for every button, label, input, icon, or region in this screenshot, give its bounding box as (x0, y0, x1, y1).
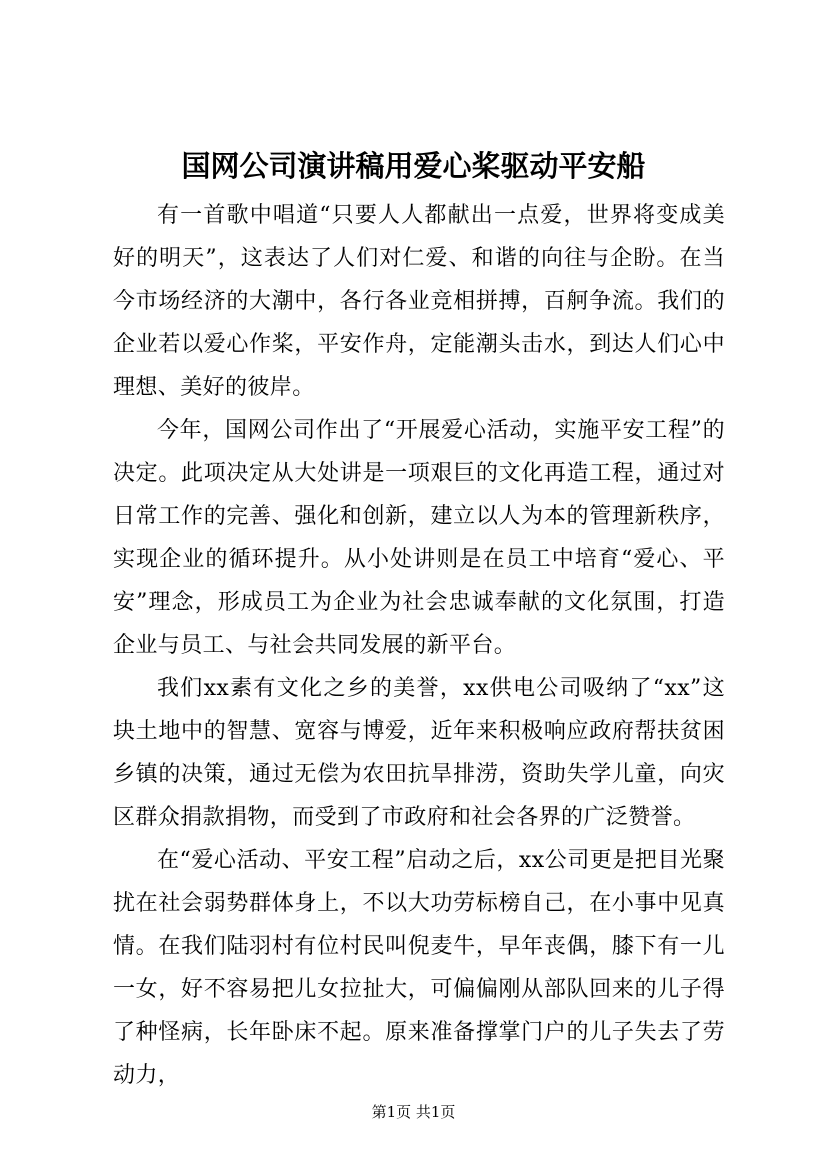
paragraph-1: 有一首歌中唱道“只要人人都献出一点爱，世界将变成美好的明天”，这表达了人们对仁爱、和谐的向往与企盼。在当今市场经济的大潮中，各行各业竞相拼搏，百舸争流。我们的企业若以爱心作桨，平安作舟，定能潮头击水，到达人们心中理想、美好的彼岸。 (113, 203, 725, 400)
page-footer: 第1页 共1页 (371, 1103, 456, 1121)
paragraph-2: 今年，国网公司作出了“开展爱心活动，实施平安工程”的决定。此项决定从大处讲是一项艰巨的文化再造工程，通过对日常工作的完善、强化和创新，建立以人为本的管理新秩序，实现企业的循环提升。从小处讲则是在员工中培育“爱心、平安”理念，形成员工为企业为社会忠诚奉献的文化氛围，打造企业与员工、与社会共同发展的新平台。 (113, 418, 725, 658)
document-title: 国网公司演讲稿用爱心桨驱动平安船 (181, 149, 646, 183)
paragraph-4: 在“爱心活动、平安工程”启动之后，xx公司更是把目光聚扰在社会弱势群体身上，不以大功劳标榜自己，在小事中见真情。在我们陆羽村有位村民叫倪麦牛，早年丧偶，膝下有一儿一女，好不容易把儿女拉扯大，可偏偏刚从部队回来的儿子得了种怪病，长年卧床不起。原来准备撑掌门户的儿子失去了劳动力， (113, 848, 725, 1088)
paragraph-3: 我们xx素有文化之乡的美誉，xx供电公司吸纳了“xx”这块土地中的智慧、宽容与博爱，近年来积极响应政府帮扶贫困乡镇的决策，通过无偿为农田抗旱排涝，资助失学儿童，向灾区群众捐款捐物，而受到了市政府和社会各界的广泛赞誉。 (113, 676, 725, 830)
document-body (113, 194, 725, 1097)
